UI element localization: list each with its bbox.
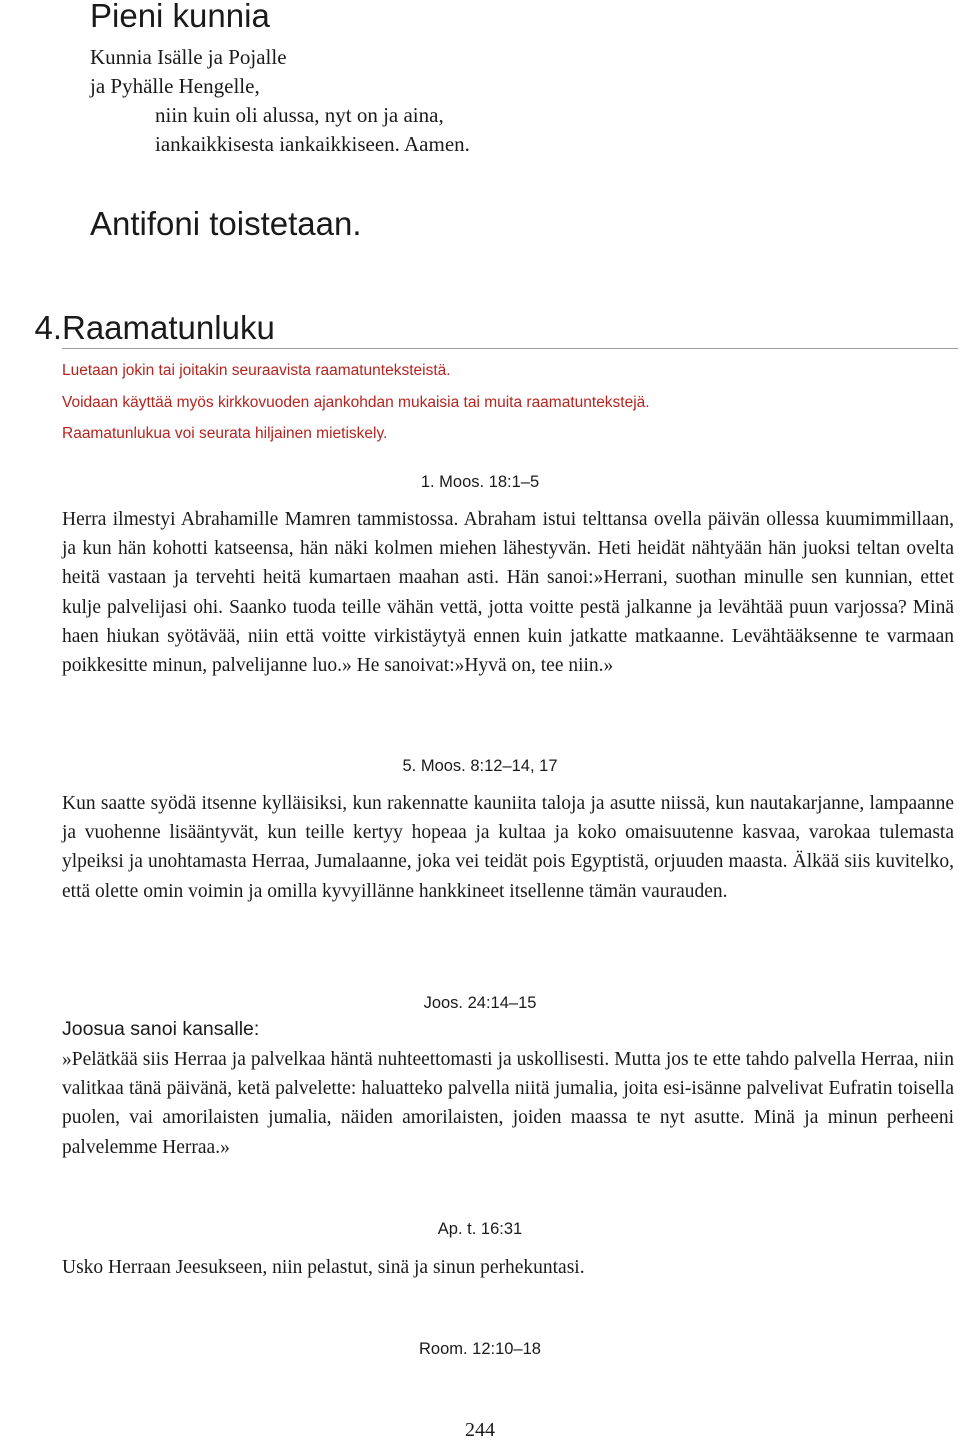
doxology-line: Kunnia Isälle ja Pojalle: [90, 45, 287, 69]
reading-text: »Pelätkää siis Herraa ja palvelkaa häntä nuhteettomasti ja uskollisesti. Mutta jos te ette tahdo palvella Herraa, niin valitkaa tänä päivänä, ketä palvelette: haluatteko palvella niitä jumalia, joita esi-isänne palvelivat Eufratin toisella puolen, vai amorilaisten jumalia, näiden amorilaisten, joiden maassa te nyt asutte. Minä ja minun perheeni palvelemme Herraa.»: [62, 1049, 954, 1158]
section-title: Raamatunluku: [62, 309, 275, 346]
doxology-line: niin kuin oli alussa, nyt on ja aina,: [155, 103, 444, 127]
antiphon-note: Antifoni toistetaan.: [90, 205, 362, 242]
reading-reference: Joos. 24:14–15: [423, 994, 537, 1012]
reading-reference: Ap. t. 16:31: [437, 1220, 523, 1238]
reading-reference: 5. Moos. 8:12–14, 17: [402, 757, 558, 775]
rubric-line: Luetaan jokin tai joitakin seuraavista raamatunteksteistä.: [62, 362, 451, 379]
page-number: 244: [465, 1419, 495, 1441]
reading-reference: Room. 12:10–18: [418, 1340, 541, 1358]
reading-reference: 1. Moos. 18:1–5: [420, 473, 540, 491]
reading-text: Usko Herraan Jeesukseen, niin pelastut, sinä ja sinun perhekuntasi.: [62, 1257, 585, 1278]
section-number: 4.: [34, 309, 62, 346]
doxology-line: ja Pyhälle Hengelle,: [90, 74, 260, 98]
rubric-line: Voidaan käyttää myös kirkkovuoden ajankohdan mukaisia tai muita raamatuntekstejä.: [62, 394, 650, 411]
doxology-title: Pieni kunnia: [90, 0, 270, 34]
reading-text: Kun saatte syödä itsenne kylläisiksi, kun rakennatte kauniita taloja ja asutte niissä, kun nautakarjanne, lampaanne ja vuohenne lisääntyvät, kun teille kertyy hopeaa ja kultaa ja koko omaisuutenne kasvaa, varokaa tulemasta ylpeiksi ja unohtamasta Herraa, Jumalaanne, joka vei teidät pois Egyptistä, orjuuden maasta. Älkää siis kuvitelko, että olette omin voimin ja omilla kyvyillänne hankkineet itsellenne tämän vaurauden.: [62, 793, 954, 902]
section-heading: [34, 302, 958, 349]
doxology-line: iankaikkisesta iankaikkiseen. Aamen.: [155, 132, 470, 156]
reading-intro: Joosua sanoi kansalle:: [62, 1018, 260, 1040]
rubric-line: Raamatunlukua voi seurata hiljainen mietiskely.: [62, 425, 388, 442]
reading-text: Herra ilmestyi Abrahamille Mamren tammistossa. Abraham istui telttansa ovella päivän ollessa kuumimmillaan, ja kun hän kohotti katseensa, hän näki kolmen miehen lähestyvän. Heti heidät nähtyään hän juoksi teltan ovelta heitä vastaan ja tervehti heitä kumartaen maahan asti. Hän sanoi:»Herrani, suothan minulle sen kunnian, ettet kulje palvelijasi ohi. Saanko tuoda teille vähän vettä, jotta voitte pestä jalkanne ja levähtää puun varjossa? Minä haen hiukan syötävää, niin että voitte virkistäytyä ennen kuin jatkatte matkaanne. Levähtääksenne te varmaan poikkesitte minun, palvelijanne luo.» He sanoivat:»Hyvä on, tee niin.»: [62, 509, 954, 677]
